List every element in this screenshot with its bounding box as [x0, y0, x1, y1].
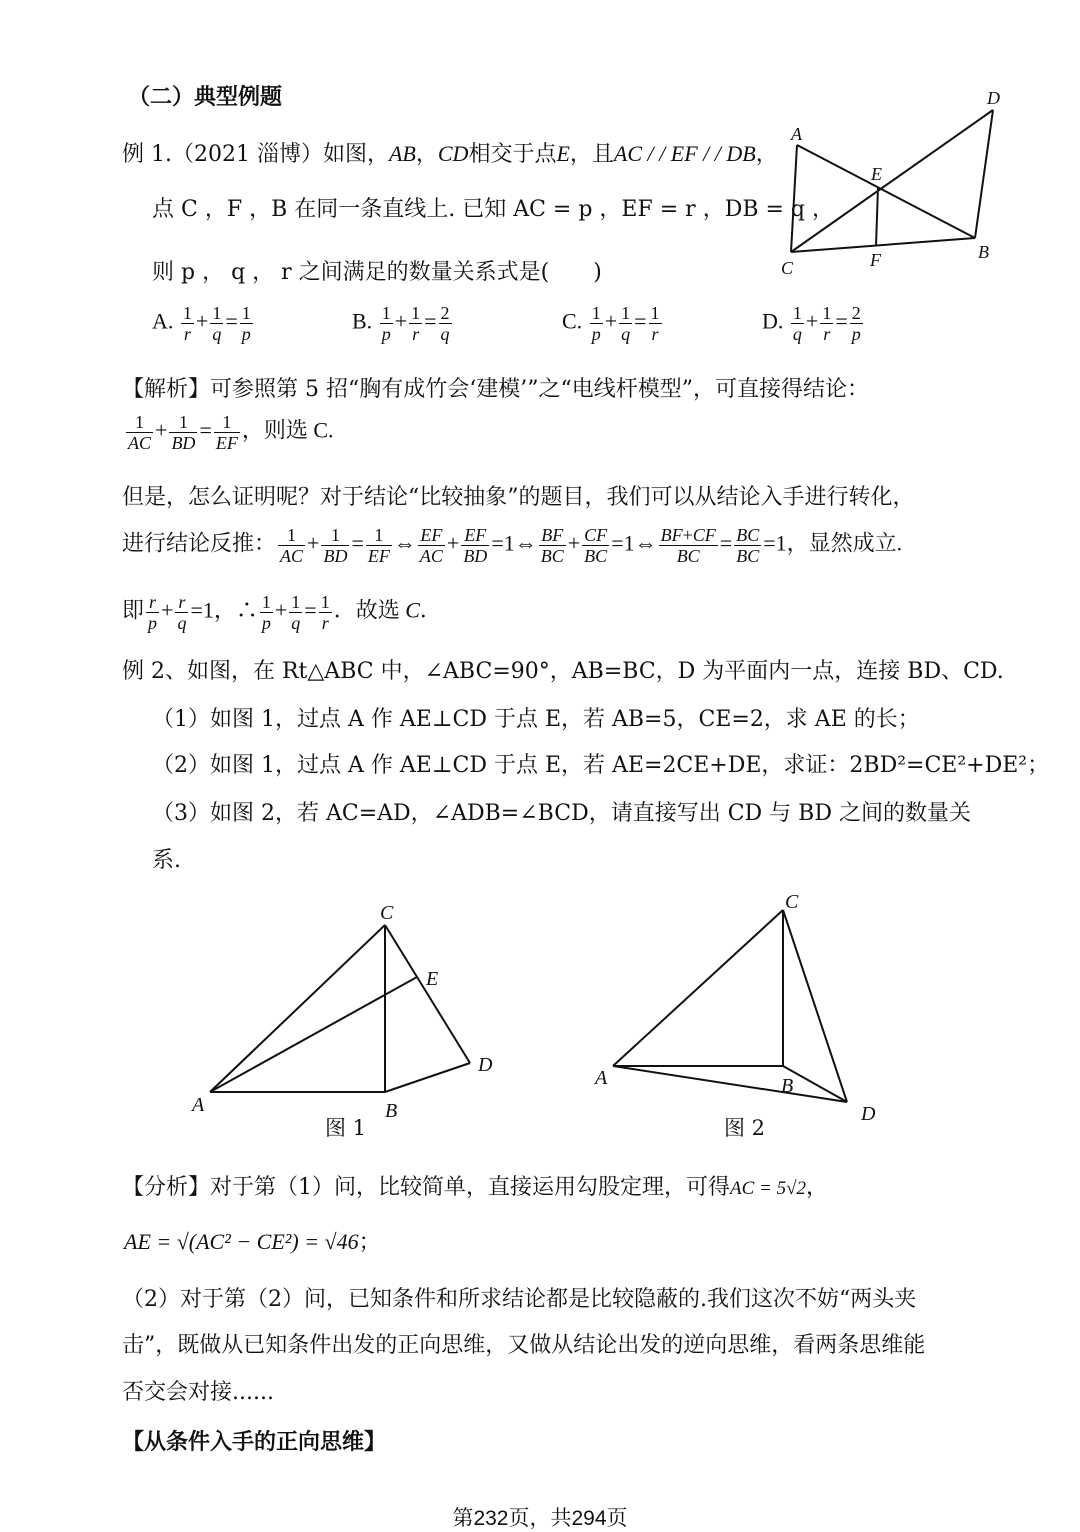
option-c[interactable]: C. $\frac{1}{p}$ + $\frac{1}{q}$ = $\frac{1}{r}$ [562, 303, 660, 344]
solution1-line5-suffix: ．故选 [333, 597, 400, 623]
opt-a-n3: 1 [241, 303, 251, 323]
fig1-caption: 图 1 [325, 1116, 367, 1140]
solution1-answer: C [405, 597, 420, 623]
solution1-line4-suffix: ，显然成立. [786, 530, 903, 556]
opt-a-d1: r [183, 324, 191, 344]
solution1-line3: 但是，怎么证明呢？对于结论“比较抽象”的题目，我们可以从结论入手进行转化， [122, 485, 915, 510]
fig-label-C: C [781, 258, 794, 278]
solution1-line5: 即 $\frac{r}{p}$ + $\frac{r}{q}$ =1，∴ $\frac{1}{p}$ + $\frac{1}{q}$ = $\frac{1}{r}$ ．故选 C． [122, 592, 442, 633]
analysis-line1 [122, 1170, 828, 1201]
opt-a-d2: q [212, 324, 222, 344]
ex2-line1: 例 2、如图，在 Rt△ABC 中，∠ABC=90°，AB=BC，D 为平面内一点，连接 BD、CD. [122, 659, 1004, 684]
ex2-figure2 [585, 880, 895, 1140]
ex2-q3a: （3）如图 2，若 AC=AD，∠ADB=∠BCD，请直接写出 CD 与 BD 之间的数量关 [152, 801, 971, 826]
ex2-q1: （1）如图 1，过点 A 作 AE⊥CD 于点 E，若 AB=5，CE=2，求 AE 的长； [152, 707, 920, 732]
line-AB [797, 145, 975, 238]
fig1-label-E: E [426, 968, 439, 990]
fig2-caption: 图 2 [724, 1116, 766, 1140]
ex2-q3b: 系. [152, 848, 181, 873]
fig2-label-D: D [861, 1103, 876, 1125]
opt-a-d3: p [241, 324, 251, 344]
analysis-line3: （2）对于第（2）问，已知条件和所求结论都是比较隐蔽的.我们这次不妨“两头夹 [122, 1287, 917, 1312]
line-AC [791, 145, 797, 252]
opt-b-d1: p [381, 324, 391, 344]
opt-c-d1: p [591, 324, 601, 344]
option-b-label: B. [352, 308, 373, 334]
opt-d-n3: 2 [851, 303, 861, 323]
ex2-figure1 [180, 895, 520, 1145]
page-footer: 第232页，共294页 [452, 1507, 628, 1530]
fig1-label-B: B [385, 1100, 398, 1122]
fig2-line-AC [613, 910, 783, 1066]
ex1-parallel: AC / / EF / / DB [613, 141, 756, 166]
fig1-line-BD [385, 1063, 470, 1092]
opt-c-n3: 1 [650, 303, 660, 323]
analysis-ae-value: AE = √(AC² − CE²) = √46 [124, 1229, 359, 1254]
analysis-line2-end: ； [358, 1229, 381, 1254]
solution1-line1: 【解析】可参照第 5 招“胸有成竹会‘建模’”之“电线杆模型”，可直接得结论： [122, 377, 869, 402]
fig-label-B: B [978, 242, 989, 262]
ex1-e: E [556, 141, 570, 166]
line-CB [791, 238, 975, 252]
solution1-line2: $\frac{1}{AC}$ + $\frac{1}{BD}$ = $\frac{1}{EF}$ ，则选 C. [128, 412, 334, 453]
fig-label-D: D [987, 88, 1000, 108]
ex1-and: ，且 [569, 142, 614, 167]
opt-c-n1: 1 [591, 303, 601, 323]
fig-label-F: F [870, 250, 881, 270]
ex1-figure [775, 80, 1015, 280]
ex1-line2: 点 C ，F ，B 在同一条直线上. 已知 AC = p ，EF = r ，DB = q ， [152, 197, 834, 222]
option-d-label: D. [762, 308, 784, 334]
opt-d-n2: 1 [822, 303, 832, 323]
analysis-line1-end: ， [806, 1175, 829, 1200]
ex1-line3: 则 p ， q ， r 之间满足的数量关系式是( ) [152, 260, 602, 285]
ex1-cd: CD [437, 141, 469, 166]
ex1-line1-prefix: 例 1.（2021 淄博）如图， [122, 142, 389, 167]
solution1-line5-prefix: 即 [122, 597, 145, 623]
fig2-label-C: C [785, 891, 799, 913]
fig2-label-A: A [595, 1067, 608, 1089]
opt-d-d3: p [851, 324, 861, 344]
option-b[interactable]: B. $\frac{1}{p}$ + $\frac{1}{r}$ = $\frac{2}{q}$ [352, 303, 450, 344]
option-a[interactable]: A. $\frac{1}{r}$ + $\frac{1}{q}$ = $\frac{1}{p}$ [152, 303, 251, 344]
fig2-line-AD [613, 1066, 847, 1102]
opt-d-n1: 1 [792, 303, 802, 323]
option-c-label: C. [562, 308, 583, 334]
opt-d-d2: r [823, 324, 831, 344]
fig2-line-CD [783, 910, 847, 1102]
opt-c-d3: r [651, 324, 659, 344]
option-a-label: A. [152, 308, 174, 334]
opt-c-d2: q [621, 324, 631, 344]
opt-b-n1: 1 [381, 303, 391, 323]
ex2-q2: （2）如图 1，过点 A 作 AE⊥CD 于点 E，若 AE=2CE+DE，求证：2BD²=CE²+DE²； [152, 753, 1050, 778]
analysis-line6: 【从条件入手的正向思维】 [122, 1429, 387, 1455]
ex1-line1: 例 1.（2021 淄博）如图，AB，CD相交于点E，且AC / / EF / / DB， [122, 141, 778, 167]
fig1-label-D: D [478, 1054, 493, 1076]
opt-b-n2: 1 [411, 303, 421, 323]
fig1-label-C: C [380, 902, 394, 924]
analysis-line5: 否交会对接...... [122, 1380, 274, 1405]
fig-label-A: A [791, 124, 802, 144]
ex1-ab: AB [388, 141, 416, 166]
analysis-line1-prefix: 【分析】对于第（1）问，比较简单，直接运用勾股定理，可得 [122, 1175, 730, 1200]
fig1-label-A: A [192, 1094, 205, 1116]
solution1-line5-end: ． [419, 597, 442, 623]
analysis-ac-value: AC = 5√2 [730, 1178, 807, 1199]
fig-label-E: E [871, 164, 882, 184]
opt-b-d2: r [412, 324, 420, 344]
opt-a-n1: 1 [182, 303, 192, 323]
option-d[interactable]: D. $\frac{1}{q}$ + $\frac{1}{r}$ = $\frac{2}{p}$ [762, 303, 861, 344]
ex1-mid: 相交于点 [468, 142, 557, 167]
line-DB [975, 110, 993, 238]
analysis-line4: 击”，既做从已知条件出发的正向思维，又做从结论出发的逆向思维，看两条思维能 [122, 1333, 926, 1358]
opt-d-d1: q [792, 324, 802, 344]
fig2-label-B: B [781, 1075, 794, 1097]
solution1-line4: 进行结论反推： $\frac{1}{AC}$ + $\frac{1}{BD}$ = $\frac{1}{EF}$ ⇔ $\frac{EF}{AC}$ + $\frac{EF}{BD}$ =1⇔ $\frac{BF}{BC}$ + $\frac{CF}{BC}$ =1⇔ $\frac{BF+CF}{BC}$ = $\frac{BC}{BC}$ =1，显然成立. [122, 525, 903, 566]
fig1-line-CD [385, 925, 470, 1063]
opt-a-n2: 1 [212, 303, 222, 323]
opt-b-d3: q [440, 324, 450, 344]
solution1-line4-prefix: 进行结论反推： [122, 530, 277, 556]
analysis-line2 [124, 1225, 381, 1256]
section-title: （二）典型例题 [128, 84, 283, 110]
opt-c-n2: 1 [621, 303, 631, 323]
solution1-line2-suffix: ，则选 C. [241, 417, 334, 443]
opt-b-n3: 2 [440, 303, 450, 323]
line-EF [876, 187, 878, 246]
